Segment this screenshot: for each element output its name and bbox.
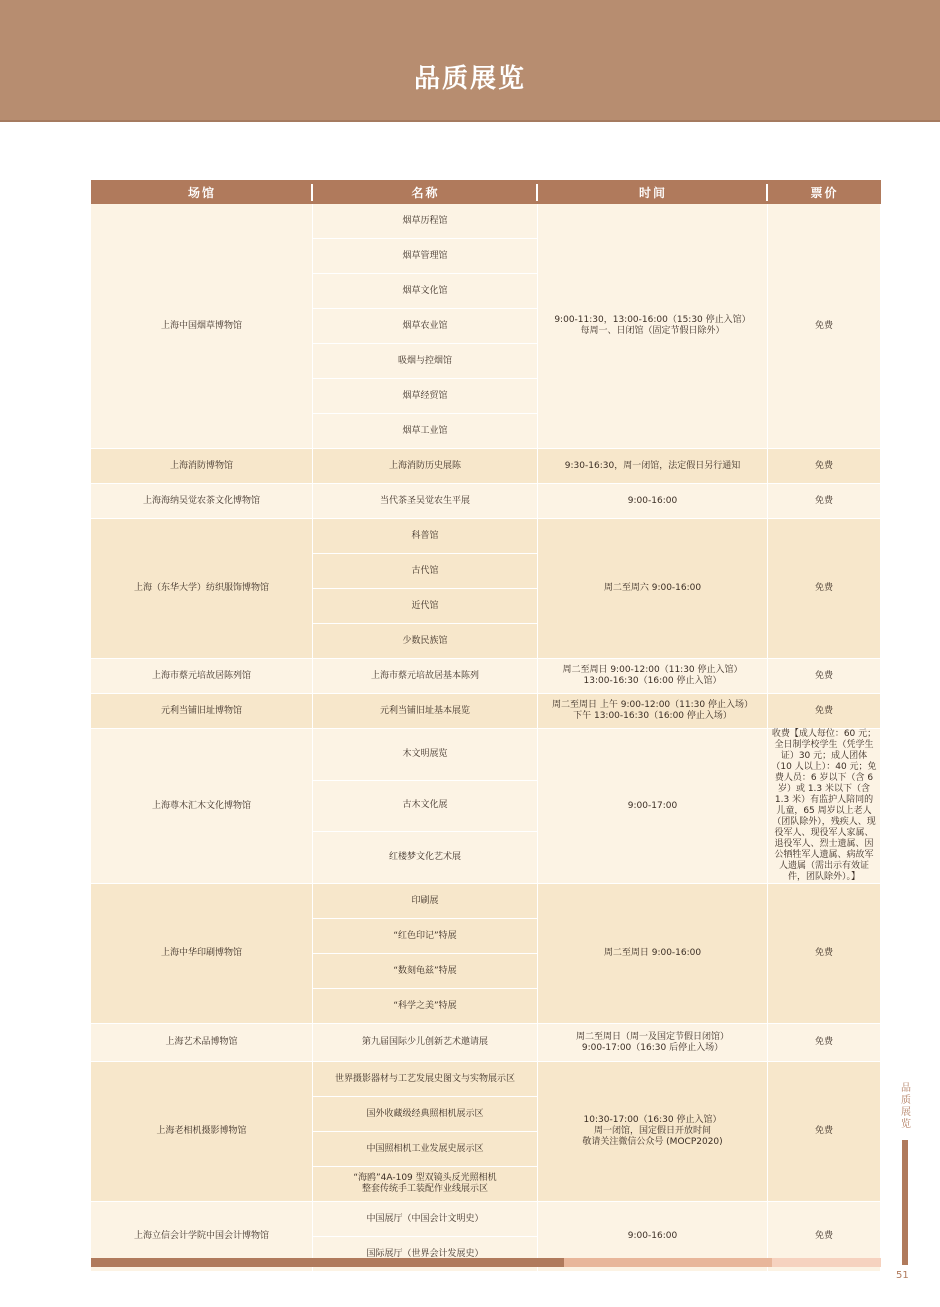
price-cell: 免费 [768, 519, 881, 659]
footer-bar-mid [564, 1258, 772, 1267]
page-title: 品质展览 [413, 64, 526, 94]
venue-cell: 上海立信会计学院中国会计博物馆 [91, 1202, 313, 1272]
venue-cell: 上海老相机摄影博物馆 [91, 1062, 313, 1202]
price-cell: 免费 [768, 1202, 881, 1272]
exhibit-name-cell: 第九届国际少儿创新艺术邀请展 [313, 1024, 538, 1062]
exhibit-name-cell: 红楼梦文化艺术展 [313, 832, 538, 884]
exhibit-name-cell: 吸烟与控烟馆 [313, 344, 538, 379]
exhibit-name-cell: 当代茶圣吴觉农生平展 [313, 484, 538, 519]
exhibit-name-cell: 印刷展 [313, 884, 538, 919]
exhibit-name-cell: 中国展厅（中国会计文明史） [313, 1202, 538, 1237]
exhibit-name-cell: 元利当铺旧址基本展览 [313, 694, 538, 729]
price-cell: 收费【成人每位：60 元；全日制学校学生（凭学生证）30 元；成人团体（10 人以上）：40 元；免费人员：6 岁以下（含 6 岁）或 1.3 米以下（含 1.3 米）有监护人陪同的儿童，65 周岁以上老人（团队除外），残疾人、现役军人、现役军人家属、退役军人、烈士遗属、因公牺牲军人遗属、病故军人遗属（需出示有效证件，团队除外）。】 [768, 729, 881, 884]
column-header-price: 票价 [768, 180, 881, 204]
exhibit-name-cell: 上海消防历史展陈 [313, 449, 538, 484]
price-cell: 免费 [768, 204, 881, 449]
table-row [91, 729, 881, 781]
exhibit-name-cell: 近代馆 [313, 589, 538, 624]
exhibit-name-cell: “红色印记”特展 [313, 919, 538, 954]
time-cell: 9:00-11:30，13:00-16:00（15:30 停止入馆） 每周一、日闭馆（固定节假日除外） [538, 204, 768, 449]
table-row [91, 1024, 881, 1062]
exhibit-name-cell: 烟草农业馆 [313, 309, 538, 344]
exhibit-name-cell: 烟草经贸馆 [313, 379, 538, 414]
table-row [91, 1202, 881, 1237]
venue-cell: 上海中华印刷博物馆 [91, 884, 313, 1024]
exhibit-name-cell: 烟草工业馆 [313, 414, 538, 449]
exhibit-name-cell: 烟草历程馆 [313, 204, 538, 239]
exhibit-name-cell: 烟草文化馆 [313, 274, 538, 309]
venue-cell: 上海市蔡元培故居陈列馆 [91, 659, 313, 694]
side-accent-bar [902, 1140, 908, 1265]
exhibit-name-cell: 木文明展览 [313, 729, 538, 781]
exhibit-name-cell: 中国照相机工业发展史展示区 [313, 1132, 538, 1167]
time-cell: 9:00-17:00 [538, 729, 768, 884]
exhibit-name-cell: 古代馆 [313, 554, 538, 589]
price-cell: 免费 [768, 884, 881, 1024]
price-cell: 免费 [768, 449, 881, 484]
table-row [91, 204, 881, 239]
time-cell: 9:00-16:00 [538, 1202, 768, 1272]
exhibit-name-cell: “科学之美”特展 [313, 989, 538, 1024]
footer-bar-dark [91, 1258, 564, 1267]
venue-cell: 上海艺术品博物馆 [91, 1024, 313, 1062]
table-row [91, 694, 881, 729]
exhibit-name-cell: “数刻龟兹”特展 [313, 954, 538, 989]
exhibit-name-cell: 古木文化展 [313, 781, 538, 833]
column-header-venue: 场馆 [91, 180, 313, 204]
time-cell: 周二至周日 9:00-12:00（11:30 停止入馆） 13:00-16:30（16:00 停止入馆） [538, 659, 768, 694]
page-number: 51 [896, 1270, 909, 1281]
price-cell: 免费 [768, 694, 881, 729]
price-cell: 免费 [768, 1024, 881, 1062]
exhibit-name-cell: 上海市蔡元培故居基本陈列 [313, 659, 538, 694]
exhibit-name-cell: 少数民族馆 [313, 624, 538, 659]
exhibit-name-cell: 世界摄影器材与工艺发展史图文与实物展示区 [313, 1062, 538, 1097]
exhibition-table [91, 180, 881, 1272]
time-cell: 周二至周日 9:00-16:00 [538, 884, 768, 1024]
time-cell: 9:00-16:00 [538, 484, 768, 519]
exhibit-name-cell: 科普馆 [313, 519, 538, 554]
table-row [91, 519, 881, 554]
table-row [91, 659, 881, 694]
side-section-label: 品质展览 [901, 1083, 911, 1130]
time-cell: 周二至周六 9:00-16:00 [538, 519, 768, 659]
venue-cell: 上海（东华大学）纺织服饰博物馆 [91, 519, 313, 659]
venue-cell: 上海中国烟草博物馆 [91, 204, 313, 449]
price-cell: 免费 [768, 659, 881, 694]
exhibit-name-cell: 国际展厅（世界会计发展史） [313, 1237, 538, 1272]
time-cell: 周二至周日 上午 9:00-12:00（11:30 停止入场） 下午 13:00-16:30（16:00 停止入场） [538, 694, 768, 729]
table-row [91, 449, 881, 484]
column-header-time: 时间 [538, 180, 768, 204]
exhibit-name-cell: “海鸥”4A-109 型双镜头反光照相机 整套传统手工装配作业线展示区 [313, 1167, 538, 1202]
price-cell: 免费 [768, 484, 881, 519]
time-cell: 10:30-17:00（16:30 停止入馆） 周一闭馆，国定假日开放时间 敬请关注微信公众号 (MOCP2020) [538, 1062, 768, 1202]
exhibit-name-cell: 烟草管理馆 [313, 239, 538, 274]
footer-bar-light [772, 1258, 881, 1267]
column-header-name: 名称 [313, 180, 538, 204]
exhibit-name-cell: 国外收藏级经典照相机展示区 [313, 1097, 538, 1132]
venue-cell: 上海尊木汇木文化博物馆 [91, 729, 313, 884]
time-cell: 9:30-16:30，周一闭馆，法定假日另行通知 [538, 449, 768, 484]
time-cell: 周二至周日（周一及国定节假日闭馆） 9:00-17:00（16:30 后停止入场） [538, 1024, 768, 1062]
table-row [91, 484, 881, 519]
table-header-row [91, 180, 881, 204]
price-cell: 免费 [768, 1062, 881, 1202]
venue-cell: 上海消防博物馆 [91, 449, 313, 484]
venue-cell: 元利当铺旧址博物馆 [91, 694, 313, 729]
table-row [91, 884, 881, 919]
venue-cell: 上海海纳吴觉农茶文化博物馆 [91, 484, 313, 519]
table-row [91, 1062, 881, 1097]
